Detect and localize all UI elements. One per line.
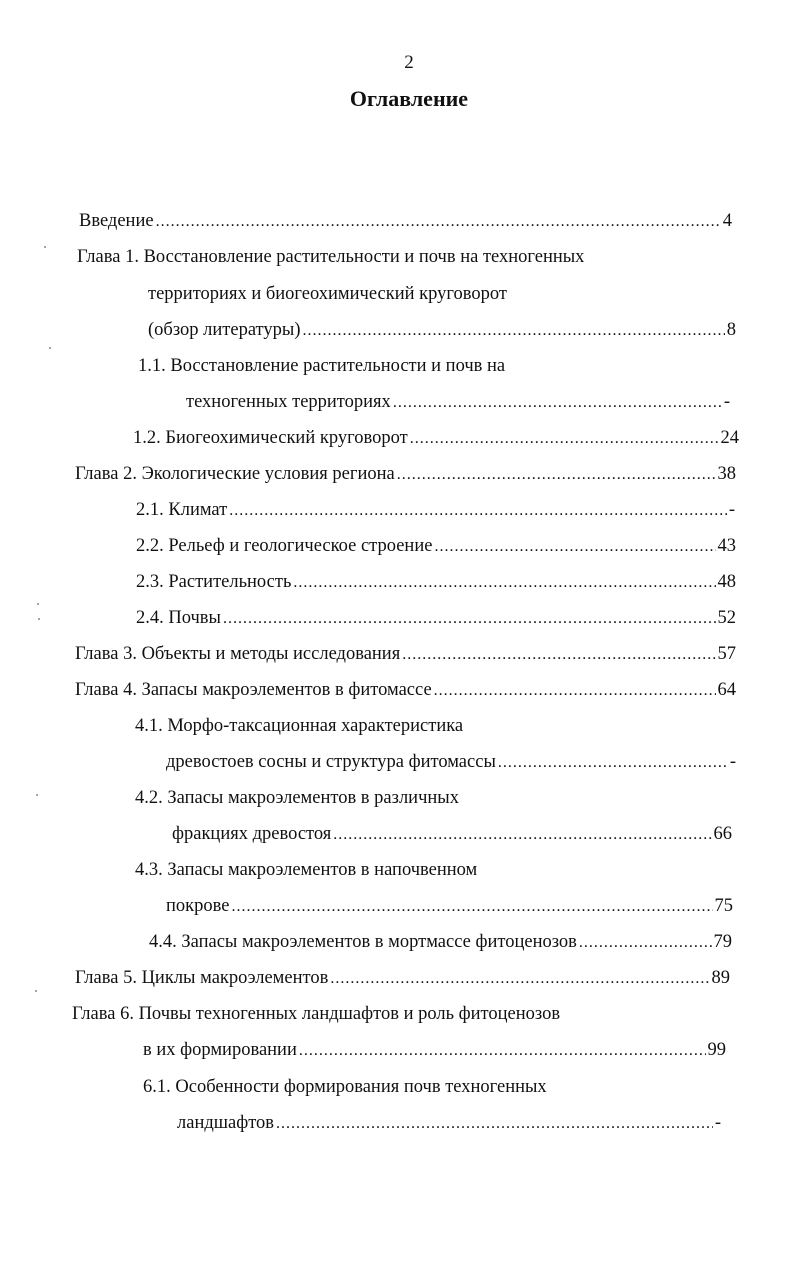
toc-entry-label: 2.4. Почвы xyxy=(136,608,221,628)
dot-leader xyxy=(402,643,715,667)
dot-leader xyxy=(397,463,716,487)
toc-entry-label: 2.2. Рельеф и геологическое строение xyxy=(136,536,433,556)
toc-entry-chapter-1-end xyxy=(148,318,736,342)
toc-entry-page: 8 xyxy=(726,320,736,340)
toc-entry-6-1-end xyxy=(177,1111,721,1135)
toc-entry-page: 66 xyxy=(713,824,732,844)
toc-entry-label: 6.1. Особенности формирования почв техногенных xyxy=(143,1077,547,1097)
toc-entry-introduction xyxy=(79,209,732,233)
toc-entry-page: 89 xyxy=(711,968,730,988)
toc-entry-label: 1.2. Биогеохимический круговорот xyxy=(133,428,408,448)
scan-speck xyxy=(44,246,46,248)
toc-entry-label: покрове xyxy=(166,896,230,916)
dot-leader xyxy=(333,823,711,847)
toc-entry-2-3 xyxy=(136,570,736,594)
toc-entry-4-3-end xyxy=(166,894,733,918)
toc-entry-2-1 xyxy=(136,498,735,522)
toc-entry-label: в их формировании xyxy=(143,1040,297,1060)
scan-speck xyxy=(37,603,39,605)
toc-entry-chapter-6 xyxy=(72,1002,560,1026)
toc-entry-label: 2.3. Растительность xyxy=(136,572,292,592)
scan-speck xyxy=(49,347,51,349)
toc-entry-page: 48 xyxy=(717,572,736,592)
toc-entry-page: 43 xyxy=(717,536,736,556)
toc-entry-4-2 xyxy=(135,786,459,810)
toc-entry-label: 1.1. Восстановление растительности и почв на xyxy=(138,356,506,376)
toc-entry-label: ландшафтов xyxy=(177,1113,275,1133)
toc-entry-chapter-1-cont xyxy=(148,282,507,306)
toc-entry-page: 75 xyxy=(714,896,733,916)
toc-entry-label: Глава 6. Почвы техногенных ландшафтов и роль фитоценозов xyxy=(72,1004,561,1024)
toc-entry-page: 52 xyxy=(717,608,736,628)
page-number: 2 xyxy=(404,52,414,73)
toc-entry-1-2 xyxy=(133,426,739,450)
dot-leader xyxy=(231,895,712,919)
toc-entry-label: Глава 4. Запасы макроэлементов в фитомассе xyxy=(75,680,432,700)
toc-entry-page: 38 xyxy=(717,464,736,484)
toc-entry-1-1 xyxy=(138,354,505,378)
toc-entry-label: 4.1. Морфо-таксационная характеристика xyxy=(135,716,464,736)
toc-entry-chapter-4 xyxy=(75,678,736,702)
toc-entry-label: Глава 1. Восстановление растительности и почв на техногенных xyxy=(77,247,585,267)
toc-entry-4-2-end xyxy=(172,822,732,846)
dot-leader xyxy=(223,607,716,631)
toc-entry-page: 64 xyxy=(717,680,736,700)
toc-entry-2-2 xyxy=(136,534,736,558)
toc-entry-label: Глава 3. Объекты и методы исследования xyxy=(75,644,401,664)
toc-entry-label: (обзор литературы) xyxy=(148,320,301,340)
scan-speck xyxy=(35,990,37,992)
dot-leader xyxy=(293,571,715,595)
dot-leader xyxy=(330,967,709,991)
toc-entry-label: 4.3. Запасы макроэлементов в напочвенном xyxy=(135,860,478,880)
toc-entry-label: Введение xyxy=(79,211,154,231)
toc-entry-label: Глава 5. Циклы макроэлементов xyxy=(75,968,329,988)
toc-entry-page: - xyxy=(728,500,735,520)
toc-entry-page: 24 xyxy=(720,428,739,448)
toc-entry-label: древостоев сосны и структура фитомассы xyxy=(166,752,496,772)
dot-leader xyxy=(393,391,722,415)
dot-leader xyxy=(303,319,725,343)
toc-entry-1-1-end xyxy=(186,390,730,414)
toc-entry-2-4 xyxy=(136,606,736,630)
toc-entry-4-1 xyxy=(135,714,463,738)
toc-entry-page: 4 xyxy=(722,211,732,231)
toc-entry-4-1-end xyxy=(166,750,736,774)
toc-entry-chapter-2 xyxy=(75,462,736,486)
dot-leader xyxy=(434,679,716,703)
dot-leader xyxy=(156,210,721,234)
toc-entry-page: 79 xyxy=(713,932,732,952)
toc-entry-chapter-3 xyxy=(75,642,736,666)
toc-entry-page: - xyxy=(723,392,730,412)
toc-entry-label: территориях и биогеохимический круговорот xyxy=(148,284,507,304)
dot-leader xyxy=(434,535,715,559)
toc-entry-4-4 xyxy=(149,930,732,954)
toc-entry-page: - xyxy=(729,752,736,772)
scan-speck xyxy=(36,794,38,796)
dot-leader xyxy=(299,1039,706,1063)
toc-entry-label: 4.2. Запасы макроэлементов в различных xyxy=(135,788,459,808)
toc-entry-chapter-6-end xyxy=(143,1038,726,1062)
toc-entry-page: 99 xyxy=(707,1040,726,1060)
toc-entry-label: Глава 2. Экологические условия региона xyxy=(75,464,395,484)
dot-leader xyxy=(498,751,728,775)
toc-entry-chapter-1 xyxy=(77,245,584,269)
dot-leader xyxy=(410,427,719,451)
dot-leader xyxy=(276,1112,713,1136)
dot-leader xyxy=(579,931,712,955)
toc-entry-6-1 xyxy=(143,1075,547,1099)
dot-leader xyxy=(229,499,727,523)
toc-entry-label: фракциях древостоя xyxy=(172,824,332,844)
scan-speck xyxy=(38,618,40,620)
toc-entry-page: - xyxy=(714,1113,721,1133)
page-title: Оглавление xyxy=(349,86,469,111)
toc-entry-label: техногенных территориях xyxy=(186,392,391,412)
toc-entry-4-3 xyxy=(135,858,477,882)
toc-entry-chapter-5 xyxy=(75,966,730,990)
toc-entry-page: 57 xyxy=(717,644,736,664)
toc-entry-label: 4.4. Запасы макроэлементов в мортмассе фитоценозов xyxy=(149,932,577,952)
toc-entry-label: 2.1. Климат xyxy=(136,500,228,520)
